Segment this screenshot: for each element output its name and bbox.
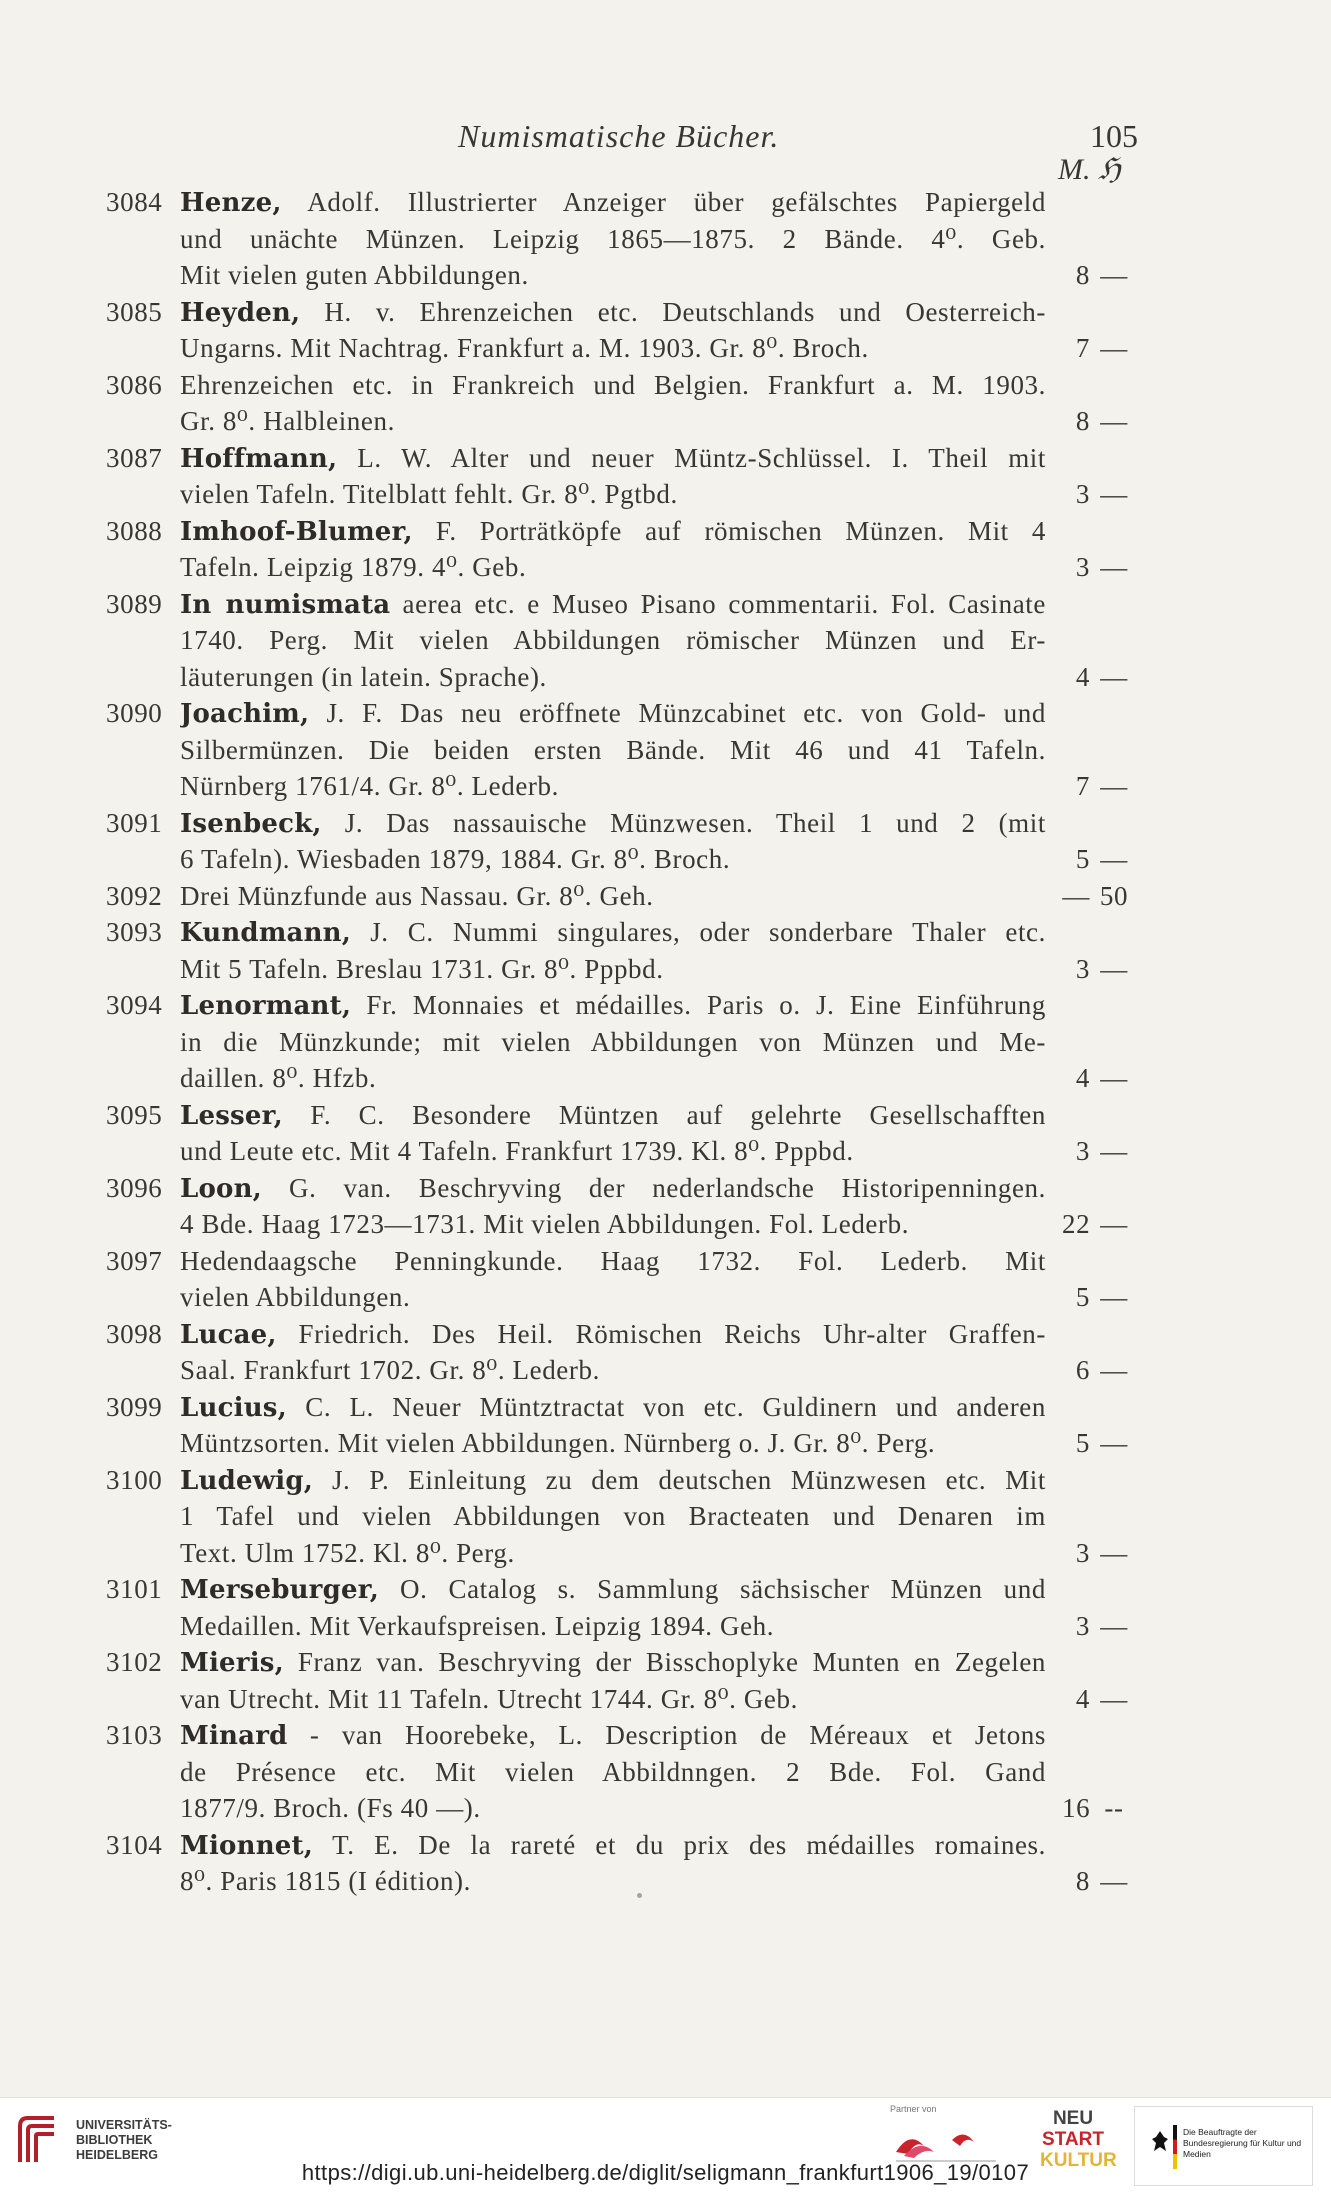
- entry-line: [0, 659, 1331, 696]
- entry-line: [0, 1352, 1331, 1389]
- entry-text: [180, 1352, 1046, 1389]
- catalog-entry: [0, 914, 1331, 987]
- price-pfennig: —: [1100, 1866, 1128, 1896]
- entry-line: [0, 403, 1331, 440]
- entry-line: [0, 1717, 1331, 1754]
- entry-text: [180, 1571, 1046, 1609]
- entry-text: [180, 367, 1046, 404]
- entry-line: [0, 1644, 1331, 1681]
- entry-line: [0, 805, 1331, 842]
- catalog-entry: [0, 1571, 1331, 1644]
- entry-line: [0, 951, 1331, 988]
- entry-line: [0, 1243, 1331, 1280]
- entry-text: [180, 695, 1046, 733]
- entry-text: [180, 805, 1046, 843]
- price-mark: 16: [1062, 1793, 1091, 1823]
- entry-text: [180, 987, 1046, 1025]
- price-pfennig: —: [1100, 1428, 1128, 1458]
- catalog-entry: [0, 1097, 1331, 1170]
- entry-line: [0, 1754, 1331, 1791]
- entry-description: Franz van. Beschryving der Bisschoplyke Munten en Zegelen: [297, 1647, 1046, 1677]
- entry-description: Silbermünzen. Die beiden ersten Bände. Mit 46 und 41 Tafeln.: [180, 734, 1046, 765]
- catalog-entry: [0, 695, 1331, 805]
- entry-number: 3091: [106, 807, 163, 838]
- entry-text: [180, 1425, 1046, 1462]
- entry-line: [0, 294, 1331, 331]
- price-mark: 4: [1075, 661, 1090, 692]
- entry-text: [180, 1608, 1046, 1645]
- entry-text: [180, 1681, 1046, 1718]
- entry-number: 3095: [106, 1099, 163, 1130]
- catalog-entry: [0, 878, 1331, 915]
- library-name[interactable]: [76, 2118, 172, 2163]
- entry-line: [0, 257, 1331, 294]
- entry-author: Lesser,: [180, 1100, 283, 1131]
- entry-description: 6 Tafeln). Wiesbaden 1879, 1884. Gr. 8⁰. Broch.: [180, 844, 731, 874]
- entry-text: [180, 951, 1046, 988]
- entry-description: Ehrenzeichen etc. in Frankreich und Belgien. Frankfurt a. M. 1903.: [180, 369, 1046, 400]
- entry-number: 3101: [106, 1574, 163, 1604]
- entry-line: [0, 440, 1331, 477]
- entry-text: [180, 1243, 1046, 1280]
- catalog-entry: [0, 440, 1331, 513]
- price-pfennig: —: [1100, 771, 1128, 801]
- entry-text: [180, 513, 1046, 551]
- entry-line: [0, 1097, 1331, 1134]
- price-pfennig: 50: [1099, 880, 1129, 911]
- entry-text: [180, 1863, 1046, 1900]
- entry-text: [180, 1133, 1046, 1170]
- price-pfennig: —: [1100, 1610, 1128, 1641]
- price-mark: 3: [1075, 1136, 1090, 1166]
- price-pfennig: —: [1100, 333, 1128, 363]
- catalog-entry: [0, 586, 1331, 696]
- entry-line: [0, 1498, 1331, 1535]
- entry-description: vielen Tafeln. Titelblatt fehlt. Gr. 8⁰. Pgtbd.: [180, 479, 678, 509]
- entry-description: Tafeln. Leipzig 1879. 4⁰. Geb.: [180, 552, 527, 582]
- entry-line: [0, 1060, 1331, 1097]
- price-pfennig: —: [1100, 1136, 1128, 1166]
- entry-text: [180, 768, 1046, 805]
- price-mark: 5: [1075, 1428, 1090, 1458]
- catalog-entry: [0, 513, 1331, 586]
- bkm-text: Die Beauftragte der Bundesregierung für Kultur und Medien: [1183, 2127, 1302, 2159]
- entry-description: und unächte Münzen. Leipzig 1865—1875. 2 Bände. 4⁰. Geb.: [180, 223, 1046, 254]
- entry-number: 3090: [106, 698, 163, 728]
- entry-description: J. F. Das neu eröffnete Münzcabinet etc. von Gold- und: [326, 698, 1046, 728]
- currency-header: M. ℌ: [1058, 153, 1121, 186]
- entry-number: 3086: [106, 369, 163, 400]
- price-mark: 8: [1075, 1866, 1090, 1896]
- price-pfennig: —: [1100, 1537, 1128, 1568]
- entry-author: Lenormant,: [180, 991, 352, 1021]
- entry-number: 3103: [106, 1720, 163, 1750]
- entry-line: [0, 367, 1331, 404]
- entry-author: Heyden,: [180, 297, 301, 328]
- entry-description: 1 Tafel und vielen Abbildungen von Bracteaten und Denaren im: [180, 1501, 1046, 1531]
- entry-description: vielen Abbildungen.: [180, 1282, 411, 1312]
- entry-number: 3093: [106, 917, 163, 947]
- entry-description: L. W. Alter und neuer Müntz-Schlüssel. I. Theil mit: [357, 442, 1046, 473]
- entry-author: Lucius,: [180, 1392, 287, 1423]
- entry-number: 3085: [106, 296, 163, 327]
- entry-description: Text. Ulm 1752. Kl. 8⁰. Perg.: [180, 1537, 515, 1568]
- entry-text: [180, 1316, 1046, 1354]
- entry-line: [0, 184, 1331, 221]
- price-pfennig: —: [1100, 479, 1128, 509]
- price-mark: 4: [1075, 1063, 1090, 1093]
- entry-text: [180, 221, 1046, 258]
- entry-line: [0, 841, 1331, 878]
- page-number: 105: [1090, 118, 1138, 154]
- neustart-line: START: [1042, 2129, 1104, 2150]
- price-mark: 3: [1075, 953, 1090, 984]
- entry-author: Merseburger,: [180, 1575, 379, 1605]
- entry-text: [180, 586, 1046, 624]
- center-dot: [637, 1893, 642, 1898]
- entry-number: 3102: [106, 1647, 163, 1677]
- entry-author: Loon,: [180, 1173, 262, 1204]
- entry-line: [0, 1316, 1331, 1353]
- catalog-entry: [0, 1389, 1331, 1462]
- entry-line: [0, 1681, 1331, 1718]
- library-name-line: HEIDELBERG: [76, 2148, 158, 2162]
- entry-author: Lucae,: [180, 1319, 277, 1350]
- entry-description: 8⁰. Paris 1815 (I édition).: [180, 1866, 471, 1896]
- entry-author: In numismata: [180, 589, 391, 620]
- entry-text: [180, 1060, 1046, 1097]
- entry-description: Mit 5 Tafeln. Breslau 1731. Gr. 8⁰. Pppbd.: [180, 953, 664, 984]
- entry-description: Adolf. Illustrierter Anzeiger über gefälschtes Papiergeld: [307, 187, 1046, 217]
- price-pfennig: —: [1100, 1683, 1128, 1714]
- entry-number: 3096: [106, 1172, 163, 1203]
- entry-description: Medaillen. Mit Verkaufspreisen. Leipzig 1894. Geh.: [180, 1610, 775, 1641]
- entry-description: Fr. Monnaies et médailles. Paris o. J. Eine Einführung: [366, 990, 1046, 1020]
- entry-line: [0, 914, 1331, 951]
- price-mark: 8: [1075, 406, 1090, 436]
- entry-description: Friedrich. Des Heil. Römischen Reichs Uhr-alter Graffen-: [298, 1318, 1046, 1349]
- price-mark: 3: [1075, 1610, 1090, 1641]
- entry-description: van Utrecht. Mit 11 Tafeln. Utrecht 1744. Gr. 8⁰. Geb.: [180, 1683, 798, 1714]
- page-header: [0, 118, 1331, 158]
- entry-text: [180, 1206, 1046, 1243]
- url-text[interactable]: https://digi.ub.uni-heidelberg.de/diglit/seligmann_frankfurt1906_19/0107: [301, 2160, 1030, 2185]
- entry-description: aerea etc. e Museo Pisano commentarii. Fol. Casinate: [402, 588, 1046, 619]
- entry-description: de Présence etc. Mit vielen Abbildnngen. 2 Bde. Fol. Gand: [180, 1756, 1046, 1787]
- entry-line: [0, 878, 1331, 915]
- entry-line: [0, 622, 1331, 659]
- entry-line: [0, 1827, 1331, 1864]
- price-pfennig: —: [1100, 661, 1128, 692]
- entry-line: [0, 1535, 1331, 1572]
- entry-number: 3094: [106, 990, 163, 1020]
- partner-logo-icon[interactable]: [890, 2124, 1010, 2164]
- catalog-entry: [0, 1717, 1331, 1827]
- entry-line: [0, 1279, 1331, 1316]
- entry-line: [0, 1425, 1331, 1462]
- entry-description: läuterungen (in latein. Sprache).: [180, 661, 547, 692]
- entry-description: J. Das nassauische Münzwesen. Theil 1 und 2 (mit: [344, 807, 1046, 838]
- entry-text: [180, 878, 1046, 915]
- entry-text: [180, 294, 1046, 332]
- federal-eagle-icon: [1151, 2129, 1169, 2159]
- entry-text: [180, 476, 1046, 513]
- entry-line: [0, 1462, 1331, 1499]
- entry-text: [180, 659, 1046, 696]
- entry-text: [180, 1754, 1046, 1791]
- price-mark: 5: [1075, 844, 1090, 874]
- entry-line: [0, 1389, 1331, 1426]
- entry-number: 3084: [106, 187, 163, 217]
- catalog-entry: [0, 367, 1331, 440]
- entry-author: Imhoof-Blumer,: [180, 516, 413, 547]
- entry-line: [0, 768, 1331, 805]
- catalog-entry: [0, 184, 1331, 294]
- price-mark: 3: [1075, 1537, 1090, 1568]
- price-mark: 3: [1075, 479, 1090, 509]
- entry-description: Drei Münzfunde aus Nassau. Gr. 8⁰. Geh.: [180, 880, 654, 911]
- entry-line: [0, 1024, 1331, 1061]
- price-pfennig: —: [1100, 1355, 1128, 1385]
- price-mark: 5: [1075, 1282, 1090, 1312]
- entry-text: [180, 1790, 1046, 1827]
- entry-text: [180, 1498, 1046, 1535]
- entry-author: Hoffmann,: [180, 443, 338, 474]
- entry-text: [180, 1024, 1046, 1061]
- entry-text: [180, 1644, 1046, 1682]
- entry-author: Mieris,: [180, 1648, 284, 1678]
- entry-description: J. P. Einleitung zu dem deutschen Münzwesen etc. Mit: [331, 1464, 1046, 1495]
- catalog-entry: [0, 805, 1331, 878]
- price-mark: 3: [1075, 552, 1090, 582]
- entry-line: [0, 476, 1331, 513]
- entry-description: H. v. Ehrenzeichen etc. Deutschlands und Oesterreich-: [324, 296, 1046, 327]
- catalog-entries: [0, 184, 1331, 1900]
- entry-description: 1877/9. Broch. (Fs 40 —).: [180, 1793, 481, 1823]
- entry-number: 3104: [106, 1829, 163, 1860]
- entry-line: [0, 1206, 1331, 1243]
- entry-number: 3097: [106, 1245, 163, 1276]
- price-mark: 22: [1062, 1209, 1091, 1239]
- entry-description: O. Catalog s. Sammlung sächsischer Münzen und: [400, 1574, 1046, 1604]
- running-title: Numismatische Bücher.: [458, 118, 780, 154]
- entry-description: Nürnberg 1761/4. Gr. 8⁰. Lederb.: [180, 771, 559, 801]
- entry-text: [180, 330, 1046, 367]
- entry-line: [0, 1571, 1331, 1608]
- catalog-entry: [0, 1644, 1331, 1717]
- entry-text: [180, 184, 1046, 222]
- price-mark: 4: [1075, 1683, 1090, 1714]
- entry-text: [180, 841, 1046, 878]
- price-pfennig: —: [1100, 1209, 1128, 1239]
- entry-line: [0, 549, 1331, 586]
- entry-author: Henze,: [180, 188, 282, 218]
- entry-text: [180, 1097, 1046, 1135]
- entry-line: [0, 695, 1331, 732]
- entry-line: [0, 1608, 1331, 1645]
- entry-description: Gr. 8⁰. Halbleinen.: [180, 406, 395, 436]
- entry-description: F. Porträtköpfe auf römischen Münzen. Mit 4: [435, 515, 1046, 546]
- price-mark: 7: [1075, 333, 1090, 363]
- entry-text: [180, 1827, 1046, 1865]
- entry-line: [0, 221, 1331, 258]
- entry-description: - van Hoorebeke, L. Description de Méreaux et Jetons: [309, 1720, 1046, 1750]
- entry-text: [180, 732, 1046, 769]
- entry-description: J. C. Nummi singulares, oder sonderbare Thaler etc.: [370, 917, 1046, 947]
- entry-description: Mit vielen guten Abbildungen.: [180, 260, 529, 290]
- entry-number: 3098: [106, 1318, 163, 1349]
- entry-text: [180, 549, 1046, 586]
- entry-author: Isenbeck,: [180, 808, 322, 839]
- entry-number: 3092: [106, 880, 163, 911]
- entry-description: in die Münzkunde; mit vielen Abbildungen von Münzen und Me-: [180, 1026, 1046, 1057]
- price-mark: 6: [1075, 1355, 1090, 1385]
- entry-text: [180, 440, 1046, 478]
- catalog-entry: [0, 294, 1331, 367]
- entry-author: Mionnet,: [180, 1830, 314, 1861]
- entry-description: Müntzsorten. Mit vielen Abbildungen. Nürnberg o. J. Gr. 8⁰. Perg.: [180, 1428, 936, 1458]
- catalog-entry: [0, 1170, 1331, 1243]
- entry-text: [180, 1279, 1046, 1316]
- catalog-entry: [0, 1316, 1331, 1389]
- entry-line: [0, 330, 1331, 367]
- entry-text: [180, 403, 1046, 440]
- catalog-entry: [0, 987, 1331, 1097]
- price-pfennig: —: [1100, 552, 1128, 582]
- catalog-entry: [0, 1243, 1331, 1316]
- price-pfennig: —: [1100, 953, 1128, 984]
- price-pfennig: —: [1100, 1063, 1128, 1093]
- catalog-entry: [0, 1462, 1331, 1572]
- entry-description: T. E. De la rareté et du prix des médailles romaines.: [332, 1829, 1046, 1860]
- entry-line: [0, 513, 1331, 550]
- entry-number: 3088: [106, 515, 163, 546]
- entry-line: [0, 1170, 1331, 1207]
- entry-description: C. L. Neuer Müntztractat von etc. Guldinern und anderen: [305, 1391, 1046, 1422]
- entry-line: [0, 732, 1331, 769]
- entry-description: Ungarns. Mit Nachtrag. Frankfurt a. M. 1903. Gr. 8⁰. Broch.: [180, 333, 869, 363]
- entry-description: G. van. Beschryving der nederlandsche Historipenningen.: [289, 1172, 1046, 1203]
- entry-text: [180, 1170, 1046, 1208]
- partner-label: Partner von: [890, 2104, 937, 2114]
- neustart-line: NEU: [1052, 2108, 1094, 2129]
- entry-text: [180, 1717, 1046, 1755]
- entry-text: [180, 622, 1046, 659]
- price-pfennig: —: [1100, 260, 1128, 290]
- entry-text: [180, 1535, 1046, 1572]
- entry-description: F. C. Besondere Müntzen auf gelehrte Gesellschafften: [310, 1099, 1046, 1130]
- entry-number: 3089: [106, 588, 163, 619]
- price-pfennig: —: [1100, 844, 1128, 874]
- entry-text: [180, 914, 1046, 952]
- entry-description: 4 Bde. Haag 1723—1731. Mit vielen Abbildungen. Fol. Lederb.: [180, 1209, 910, 1239]
- entry-author: Minard: [180, 1721, 288, 1751]
- entry-number: 3100: [106, 1464, 163, 1495]
- neustart-line: KULTUR: [1040, 2150, 1117, 2171]
- entry-number: 3087: [106, 442, 163, 473]
- entry-line: [0, 1790, 1331, 1827]
- entry-line: [0, 586, 1331, 623]
- library-name-line: UNIVERSITÄTS-: [76, 2118, 172, 2132]
- entry-line: [0, 1133, 1331, 1170]
- entry-description: Saal. Frankfurt 1702. Gr. 8⁰. Lederb.: [180, 1355, 600, 1385]
- price-mark: 7: [1075, 771, 1090, 801]
- price-pfennig: —: [1100, 406, 1128, 436]
- entry-author: Kundmann,: [180, 918, 352, 948]
- entry-author: Joachim,: [180, 699, 310, 729]
- entry-description: und Leute etc. Mit 4 Tafeln. Frankfurt 1739. Kl. 8⁰. Pppbd.: [180, 1136, 854, 1166]
- price-pfennig: --: [1104, 1793, 1124, 1823]
- entry-description: daillen. 8⁰. Hfzb.: [180, 1063, 377, 1093]
- entry-description: 1740. Perg. Mit vielen Abbildungen römischer Münzen und Er-: [180, 625, 1046, 655]
- catalog-entry: [0, 1827, 1331, 1900]
- entry-text: [180, 1389, 1046, 1427]
- entry-description: Hedendaagsche Penningkunde. Haag 1732. Fol. Lederb. Mit: [180, 1245, 1046, 1276]
- entry-text: [180, 1462, 1046, 1500]
- price-mark: 8: [1075, 260, 1090, 290]
- entry-number: 3099: [106, 1391, 163, 1422]
- library-name-line: BIBLIOTHEK: [76, 2133, 153, 2147]
- entry-author: Ludewig,: [180, 1465, 313, 1496]
- entry-text: [180, 257, 1046, 294]
- entry-line: [0, 1863, 1331, 1900]
- price-mark: —: [1062, 880, 1090, 911]
- price-pfennig: —: [1100, 1282, 1128, 1312]
- entry-line: [0, 987, 1331, 1024]
